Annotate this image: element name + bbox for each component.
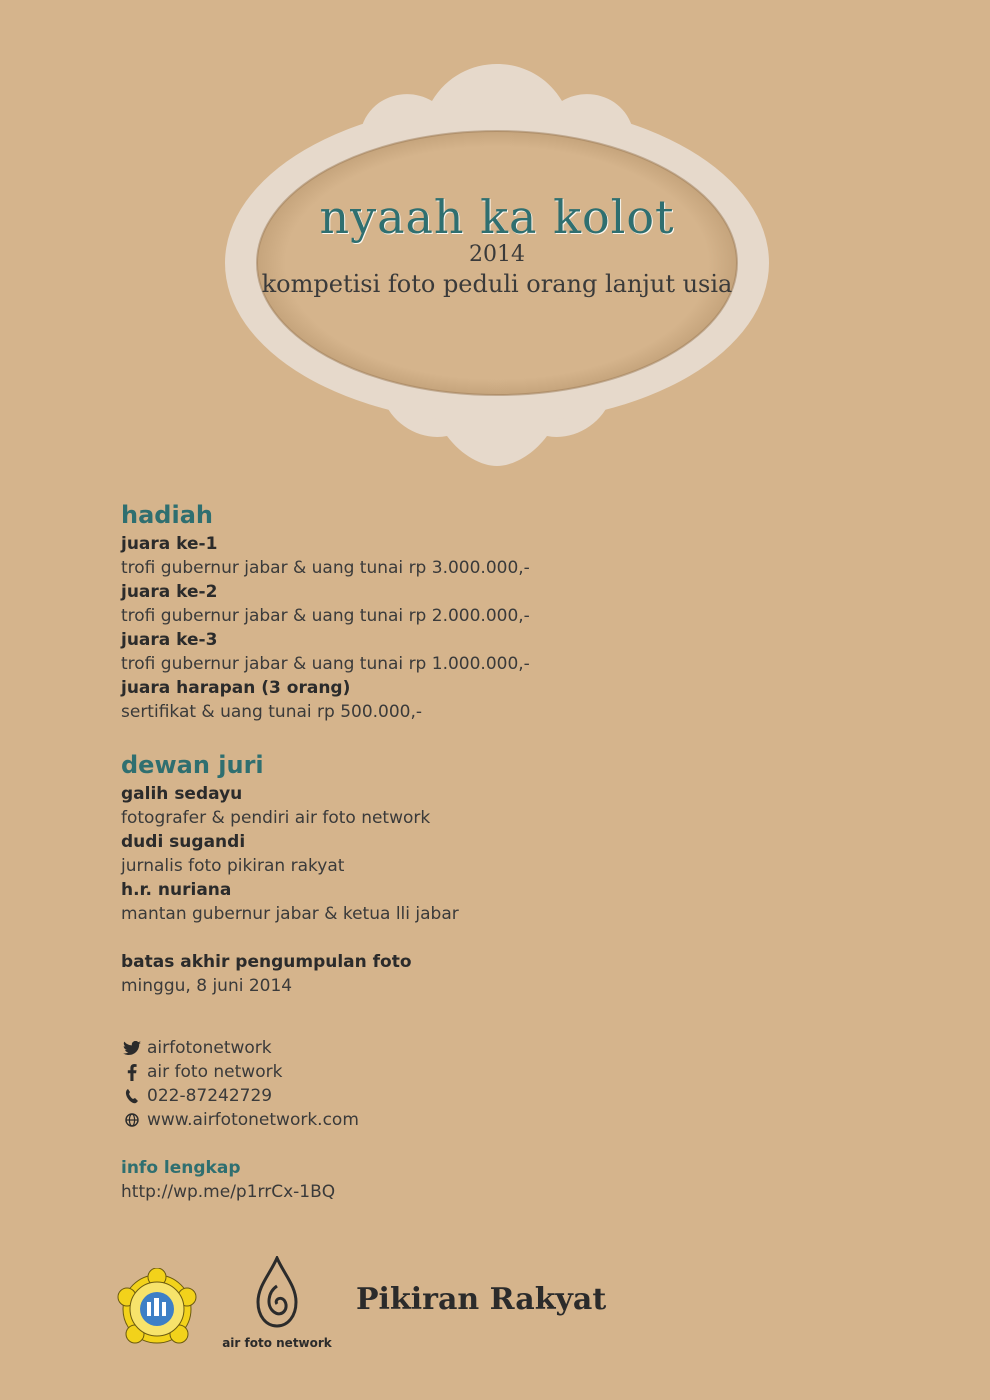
afn-logo-label: air foto network xyxy=(222,1336,332,1350)
twitter-icon xyxy=(121,1041,143,1055)
title-block xyxy=(222,190,772,300)
contact-website[interactable] xyxy=(121,1108,359,1132)
jury-name: galih sedayu xyxy=(121,784,243,804)
prize-desc: trofi gubernur jabar & uang tunai rp 2.000.000,- xyxy=(121,606,530,626)
deadline-date: minggu, 8 juni 2014 xyxy=(121,976,293,996)
twitter-handle: airfotonetwork xyxy=(147,1038,272,1058)
jury-name: dudi sugandi xyxy=(121,832,246,852)
prize-label: juara ke-1 xyxy=(121,534,218,554)
prize-desc: sertifikat & uang tunai rp 500.000,- xyxy=(121,702,423,722)
prize-desc: trofi gubernur jabar & uang tunai rp 1.000.000,- xyxy=(121,654,530,674)
info-heading: info lengkap xyxy=(121,1158,241,1178)
phone-icon xyxy=(121,1088,143,1104)
air-foto-network-logo xyxy=(222,1256,332,1356)
facebook-icon xyxy=(121,1064,143,1081)
event-year: 2014 xyxy=(469,242,525,267)
prize-label: juara ke-2 xyxy=(121,582,218,602)
pikiran-rakyat-logo: Pikiran Rakyat xyxy=(356,1282,607,1317)
prize-label: juara ke-3 xyxy=(121,630,218,650)
lli-logo xyxy=(116,1268,198,1350)
jury-role: jurnalis foto pikiran rakyat xyxy=(121,856,345,876)
contact-list xyxy=(121,1036,359,1132)
prize-desc: trofi gubernur jabar & uang tunai rp 3.000.000,- xyxy=(121,558,530,578)
contact-facebook[interactable] xyxy=(121,1060,359,1084)
prizes-heading: hadiah xyxy=(121,501,213,529)
info-link[interactable]: http://wp.me/p1rrCx-1BQ xyxy=(121,1182,336,1202)
globe-icon xyxy=(121,1113,143,1127)
jury-role: fotografer & pendiri air foto network xyxy=(121,808,431,828)
deadline-label: batas akhir pengumpulan foto xyxy=(121,952,412,972)
jury-name: h.r. nuriana xyxy=(121,880,232,900)
page-title: nyaah ka kolot xyxy=(319,190,675,244)
jury-role: mantan gubernur jabar & ketua lli jabar xyxy=(121,904,459,924)
page-subtitle: kompetisi foto peduli orang lanjut usia xyxy=(261,270,733,298)
jury-heading: dewan juri xyxy=(121,751,264,779)
prize-label: juara harapan (3 orang) xyxy=(121,678,351,698)
phone-number: 022-87242729 xyxy=(147,1086,273,1106)
facebook-name: air foto network xyxy=(147,1062,283,1082)
website-url: www.airfotonetwork.com xyxy=(147,1110,359,1130)
contact-twitter[interactable] xyxy=(121,1036,359,1060)
contact-phone[interactable] xyxy=(121,1084,359,1108)
info-section xyxy=(121,1156,335,1204)
main-content xyxy=(121,498,821,998)
